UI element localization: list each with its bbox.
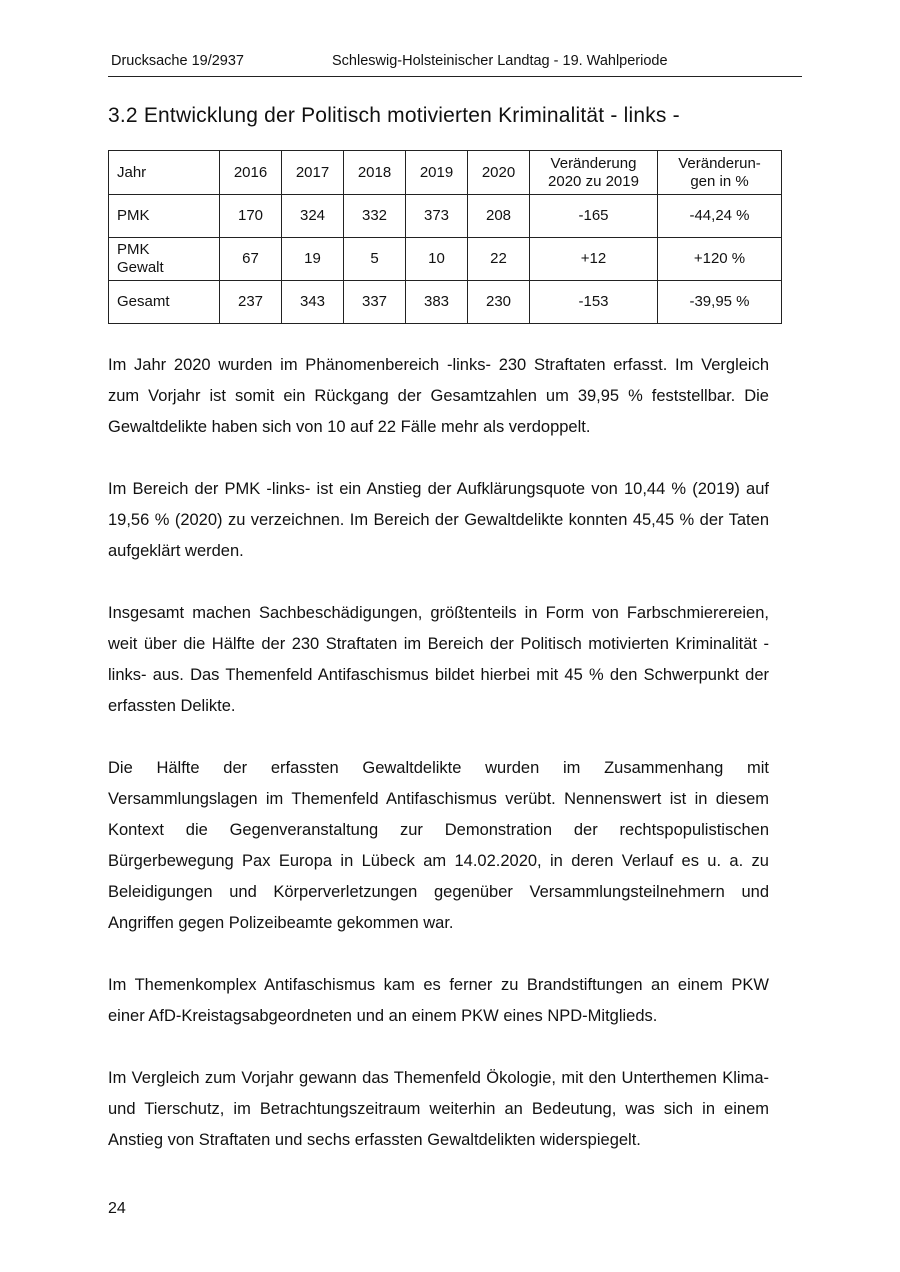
table-cell: 373 xyxy=(406,195,468,238)
table-header-row xyxy=(109,151,782,195)
paragraph: Im Vergleich zum Vorjahr gewann das Themenfeld Ökologie, mit den Unterthemen Klima- und Tierschutz, im Betrachtungszeitraum weiterhin an Bedeutung, was sich in einem Anstieg von Straftaten und sechs erfassten Gewaltdelikten widerspiegelt. xyxy=(108,1069,769,1149)
row-label: PMK xyxy=(109,195,220,238)
paragraph: Im Bereich der PMK -links- ist ein Anstieg der Aufklärungsquote von 10,44 % (2019) auf 19,56 % (2020) zu verzeichnen. Im Bereich der Gewaltdelikte konnten 45,45 % der Taten aufgeklärt werden. xyxy=(108,480,769,560)
header-line: gen in % xyxy=(690,172,749,190)
section-title: 3.2 Entwicklung der Politisch motivierten Kriminalität - links - xyxy=(108,104,680,127)
row-label-line: PMK xyxy=(117,241,150,258)
table-cell: 10 xyxy=(406,238,468,281)
table-cell: 383 xyxy=(406,281,468,324)
header-cell-2020: 2020 xyxy=(468,151,530,195)
paragraph: Im Jahr 2020 wurden im Phänomenbereich -links- 230 Straftaten erfasst. Im Vergleich zum Vorjahr ist somit ein Rückgang der Gesamtzahlen um 39,95 % feststellbar. Die Gewaltdelikte haben sich von 10 auf 22 Fälle mehr als verdoppelt. xyxy=(108,356,769,436)
header-line: 2020 zu 2019 xyxy=(548,172,639,190)
header-cell-year: Jahr xyxy=(109,151,220,195)
table-cell: 324 xyxy=(282,195,344,238)
header-cell-2019: 2019 xyxy=(406,151,468,195)
header-cell-2017: 2017 xyxy=(282,151,344,195)
table-row xyxy=(109,238,782,281)
paragraph: Im Themenkomplex Antifaschismus kam es ferner zu Brandstiftungen an einem PKW einer AfD-Kreistagsabgeordneten und an einem PKW eines NPD-Mitglieds. xyxy=(108,976,769,1025)
page-header xyxy=(108,50,802,77)
header-line: Veränderun- xyxy=(678,154,761,172)
table-cell: 208 xyxy=(468,195,530,238)
page-number: 24 xyxy=(108,1200,126,1217)
row-label-line: Gewalt xyxy=(117,259,164,276)
header-cell-change-abs xyxy=(530,151,658,195)
table-cell: 19 xyxy=(282,238,344,281)
table-cell-change-pct: +120 % xyxy=(658,238,782,281)
table-cell-change-abs: -153 xyxy=(530,281,658,324)
table-cell: 230 xyxy=(468,281,530,324)
table-cell-change-pct: -44,24 % xyxy=(658,195,782,238)
row-label: Gesamt xyxy=(109,281,220,324)
table-cell: 22 xyxy=(468,238,530,281)
table-cell-change-abs: -165 xyxy=(530,195,658,238)
body-text xyxy=(108,350,769,1187)
table-row xyxy=(109,281,782,324)
paragraph: Insgesamt machen Sachbeschädigungen, größtenteils in Form von Farbschmierereien, weit über die Hälfte der 230 Straftaten im Bereich der Politisch motivierten Kriminalität -links- aus. Das Themenfeld Antifaschismus bildet hierbei mit 45 % den Schwerpunkt der erfassten Delikte. xyxy=(108,604,769,715)
statistics-table xyxy=(108,150,782,324)
header-cell-change-pct xyxy=(658,151,782,195)
parliament-title: Schleswig-Holsteinischer Landtag - 19. Wahlperiode xyxy=(332,53,668,69)
table-cell: 343 xyxy=(282,281,344,324)
table-cell-change-pct: -39,95 % xyxy=(658,281,782,324)
table-cell: 237 xyxy=(220,281,282,324)
paragraph: Die Hälfte der erfassten Gewaltdelikte wurden im Zusammenhang mit Versammlungslagen im Themenfeld Antifaschismus verübt. Nennenswert ist in diesem Kontext die Gegenveranstaltung zur Demonstration der rechtspopulistischen Bürgerbewegung Pax Europa in Lübeck am 14.02.2020, in deren Verlauf es u. a. zu Beleidigungen und Körperverletzungen gegenüber Versammlungsteilnehmern und Angriffen gegen Polizeibeamte gekommen war. xyxy=(108,759,769,932)
table-cell: 332 xyxy=(344,195,406,238)
header-cell-2018: 2018 xyxy=(344,151,406,195)
header-cell-2016: 2016 xyxy=(220,151,282,195)
row-label xyxy=(109,238,220,281)
table-cell: 5 xyxy=(344,238,406,281)
table-cell: 67 xyxy=(220,238,282,281)
header-line: Veränderung xyxy=(550,154,637,172)
table-cell-change-abs: +12 xyxy=(530,238,658,281)
table-row xyxy=(109,195,782,238)
table-cell: 337 xyxy=(344,281,406,324)
document-number: Drucksache 19/2937 xyxy=(111,53,244,69)
table-cell: 170 xyxy=(220,195,282,238)
